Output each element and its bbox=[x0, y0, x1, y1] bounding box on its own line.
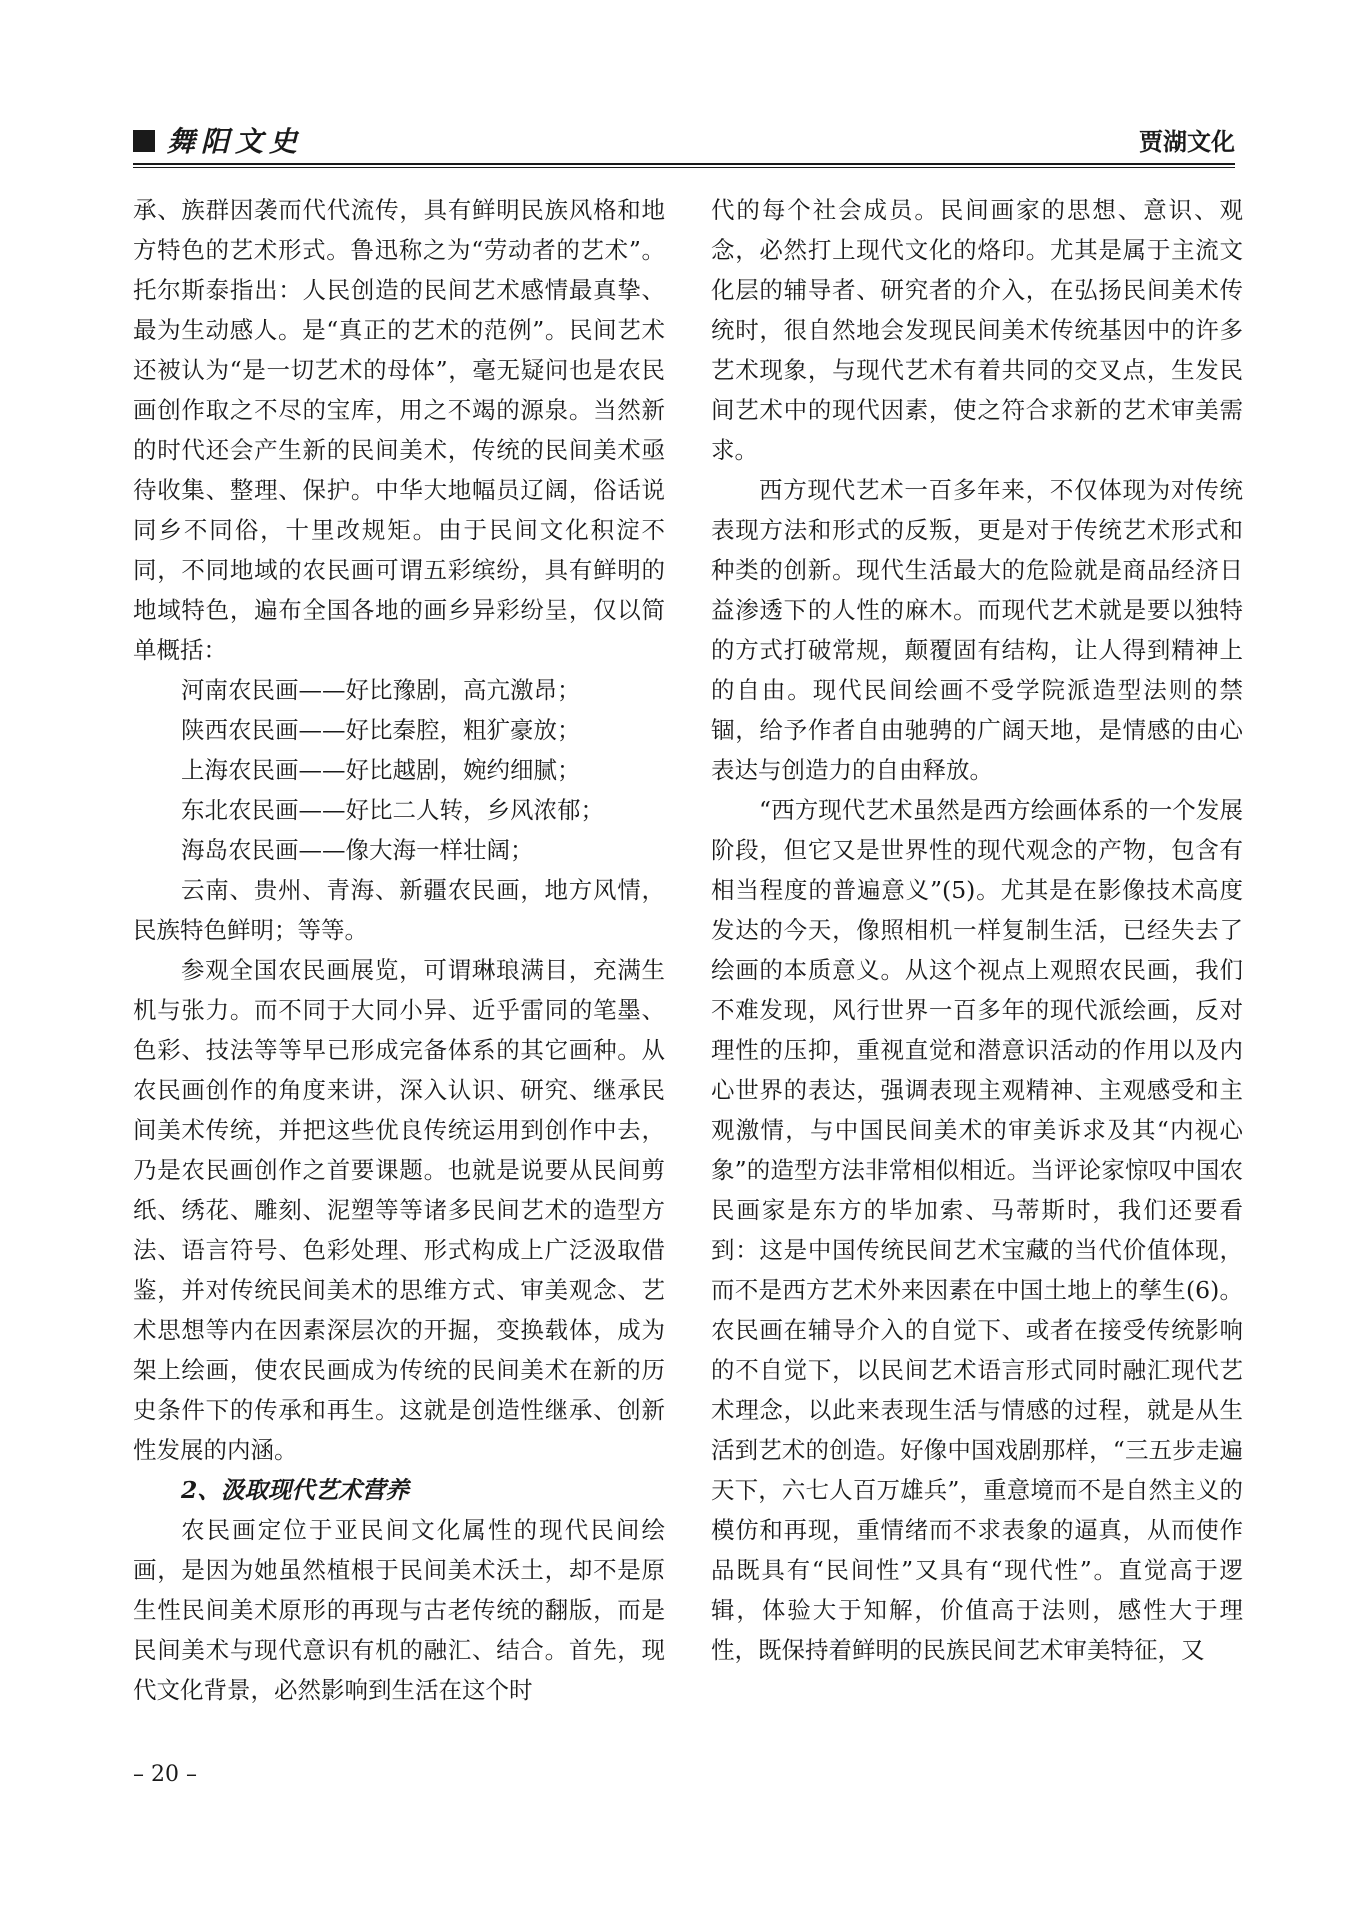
paragraph: 云南、贵州、青海、新疆农民画，地方风情，民族特色鲜明；等等。 bbox=[133, 876, 665, 944]
left-column bbox=[133, 190, 665, 1710]
header-square-mark bbox=[133, 130, 155, 152]
list-item: 陕西农民画——好比秦腔，粗犷豪放； bbox=[181, 716, 581, 744]
header-rule-thin bbox=[133, 167, 1235, 168]
list-item: 海岛农民画——像大海一样壮阔； bbox=[181, 836, 534, 864]
journal-title: 舞阳文史 bbox=[167, 125, 304, 158]
paragraph: 西方现代艺术一百多年来，不仅体现为对传统表现方法和形式的反叛，更是对于传统艺术形式和种类的创新。现代生活最大的危险就是商品经济日益渗透下的人性的麻木。而现代艺术就是要以独特的方式打破常规，颠覆固有结构，让人得到精神上的自由。现代民间绘画不受学院派造型法则的禁锢，给予作者自由驰骋的广阔天地，是情感的由心表达与创造力的自由释放。 bbox=[711, 476, 1243, 784]
right-column bbox=[711, 190, 1243, 1670]
paragraph: 代的每个社会成员。民间画家的思想、意识、观念，必然打上现代文化的烙印。尤其是属于主流文化层的辅导者、研究者的介入，在弘扬民间美术传统时，很自然地会发现民间美术传统基因中的许多艺术现象，与现代艺术有着共同的交叉点，生发民间艺术中的现代因素，使之符合求新的艺术审美需求。 bbox=[711, 196, 1243, 464]
section-title: 贾湖文化 bbox=[1139, 128, 1235, 156]
page-number: – 20 – bbox=[133, 1762, 197, 1787]
running-header bbox=[133, 122, 1235, 162]
paragraph: 农民画定位于亚民间文化属性的现代民间绘画，是因为她虽然植根于民间美术沃土，却不是原生性民间美术原形的再现与古老传统的翻版，而是民间美术与现代意识有机的融汇、结合。首先，现代文化背景，必然影响到生活在这个时 bbox=[133, 1516, 665, 1704]
paragraph: 参观全国农民画展览，可谓琳琅满目，充满生机与张力。而不同于大同小异、近乎雷同的笔墨、色彩、技法等等早已形成完备体系的其它画种。从农民画创作的角度来讲，深入认识、研究、继承民间美术传统，并把这些优良传统运用到创作中去，乃是农民画创作之首要课题。也就是说要从民间剪纸、绣花、雕刻、泥塑等等诸多民间艺术的造型方法、语言符号、色彩处理、形式构成上广泛汲取借鉴，并对传统民间美术的思维方式、审美观念、艺术思想等内在因素深层次的开掘，变换载体，成为架上绘画，使农民画成为传统的民间美术在新的历史条件下的传承和再生。这就是创造性继承、创新性发展的内涵。 bbox=[133, 956, 665, 1464]
header-rule bbox=[133, 163, 1235, 165]
list-item: 东北农民画——好比二人转，乡风浓郁； bbox=[181, 796, 604, 824]
paragraph: 承、族群因袭而代代流传，具有鲜明民族风格和地方特色的艺术形式。鲁迅称之为“劳动者的艺术”。托尔斯泰指出：人民创造的民间艺术感情最真挚、最为生动感人。是“真正的艺术的范例”。民间艺术还被认为“是一切艺术的母体”，毫无疑问也是农民画创作取之不尽的宝库，用之不竭的源泉。当然新的时代还会产生新的民间美术，传统的民间美术亟待收集、整理、保护。中华大地幅员辽阔，俗话说同乡不同俗，十里改规矩。由于民间文化积淀不同，不同地域的农民画可谓五彩缤纷，具有鲜明的地域特色，遍布全国各地的画乡异彩纷呈，仅以简单概括： bbox=[133, 196, 665, 664]
list-item: 上海农民画——好比越剧，婉约细腻； bbox=[181, 756, 581, 784]
list-item: 河南农民画——好比豫剧，高亢激昂； bbox=[181, 676, 581, 704]
section-heading: 2、汲取现代艺术营养 bbox=[181, 1476, 409, 1504]
paragraph: “西方现代艺术虽然是西方绘画体系的一个发展阶段，但它又是世界性的现代观念的产物，包含有相当程度的普遍意义”(5)。尤其是在影像技术高度发达的今天，像照相机一样复制生活，已经失去了绘画的本质意义。从这个视点上观照农民画，我们不难发现，风行世界一百多年的现代派绘画，反对理性的压抑，重视直觉和潜意识活动的作用以及内心世界的表达，强调表现主观精神、主观感受和主观激情，与中国民间美术的审美诉求及其“内视心象”的造型方法非常相似相近。当评论家惊叹中国农民画家是东方的毕加索、马蒂斯时，我们还要看到：这是中国传统民间艺术宝藏的当代价值体现，而不是西方艺术外来因素在中国土地上的孳生(6)。农民画在辅导介入的自觉下、或者在接受传统影响的不自觉下，以民间艺术语言形式同时融汇现代艺术理念，以此来表现生活与情感的过程，就是从生活到艺术的创造。好像中国戏剧那样，“三五步走遍天下，六七人百万雄兵”，重意境而不是自然主义的模仿和再现，重情绪而不求表象的逼真，从而使作品既具有“民间性”又具有“现代性”。直觉高于逻辑，体验大于知解，价值高于法则，感性大于理性，既保持着鲜明的民族民间艺术审美特征，又 bbox=[711, 796, 1243, 1664]
